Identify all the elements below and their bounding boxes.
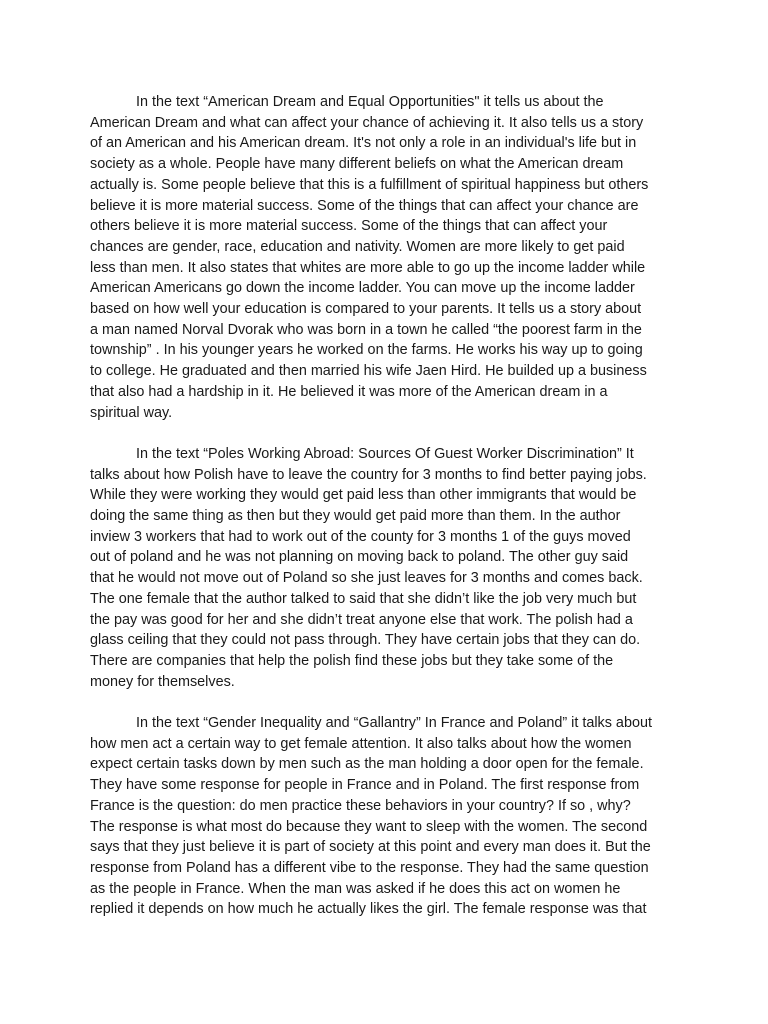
text-line: to college. He graduated and then married his wife Jaen Hird. He builded up a business — [90, 363, 647, 380]
text-line: that also had a hardship in it. He believed it was more of the American dream in a — [90, 383, 608, 400]
document-body — [90, 92, 680, 920]
text-line: The response is what most do because they want to sleep with the women. The second — [90, 818, 648, 835]
text-line: that he would not move out of Poland so she just leaves for 3 months and comes back. — [90, 570, 643, 587]
text-line: less than men. It also states that whites are more able to go up the income ladder while — [90, 259, 646, 276]
text-line: doing the same thing as then but they would get paid more than them. In the author — [90, 508, 621, 525]
text-line: The one female that the author talked to said that she didn’t like the job very much but — [90, 590, 637, 607]
text-line: believe it is more material success. Some of the things that can affect your chance are — [90, 197, 639, 214]
text-line: inview 3 workers that had to work out of the county for 3 months 1 of the guys moved — [90, 528, 631, 545]
text-line: actually is. Some people believe that this is a fulfillment of spiritual happiness but others — [90, 176, 649, 193]
text-line: chances are gender, race, education and nativity. Women are more likely to get paid — [90, 238, 625, 255]
text-line: expect certain tasks down by men such as the man holding a door open for the female. — [90, 756, 644, 773]
text-line: While they were working they would get paid less than other immigrants that would be — [90, 487, 637, 504]
text-line: the pay was good for her and she didn’t treat anyone else that work. The polish had a — [90, 611, 633, 628]
text-line: In the text “Poles Working Abroad: Sources Of Guest Worker Discrimination” It — [136, 445, 634, 462]
paragraph-poles-working-abroad — [90, 444, 680, 692]
text-line: In the text “American Dream and Equal Opportunities" it tells us about the — [136, 94, 604, 110]
text-line: replied it depends on how much he actually likes the girl. The female response was that — [90, 901, 647, 918]
paragraph-american-dream — [90, 92, 680, 423]
text-line: They have some response for people in France and in Poland. The first response from — [90, 777, 640, 794]
text-line: society as a whole. People have many different beliefs on what the American dream — [90, 156, 624, 173]
text-line: money for themselves. — [90, 673, 235, 690]
text-line: out of poland and he was not planning on moving back to poland. The other guy said — [90, 549, 629, 566]
text-line: American Americans go down the income ladder. You can move up the income ladder — [90, 280, 635, 297]
text-line: of an American and his American dream. It's not only a role in an individual's life but in — [90, 135, 637, 152]
text-line: others believe it is more material success. Some of the things that can affect your — [90, 218, 608, 235]
text-line: glass ceiling that they could not pass through. They have certain jobs that they can do. — [90, 632, 641, 649]
text-line: based on how well your education is compared to your parents. It tells us a story about — [90, 301, 642, 318]
text-line: says that they just believe it is part of society at this point and every man does it. But the — [90, 839, 651, 856]
text-line: as the people in France. When the man was asked if he does this act on women he — [90, 880, 621, 897]
text-line: France is the question: do men practice these behaviors in your country? If so , why? — [90, 797, 631, 814]
text-line: spiritual way. — [90, 404, 173, 421]
paragraph-gender-inequality — [90, 713, 680, 920]
text-line: In the text “Gender Inequality and “Gallantry” In France and Poland” it talks about — [136, 715, 652, 732]
text-line: a man named Norval Dvorak who was born in a town he called “the poorest farm in the — [90, 321, 642, 338]
text-line: talks about how Polish have to leave the country for 3 months to find better paying jobs. — [90, 466, 647, 483]
text-line: response from Poland has a different vibe to the response. They had the same question — [90, 859, 649, 876]
text-line: American Dream and what can affect your chance of achieving it. It also tells us a story — [90, 114, 644, 131]
text-line: township” . In his younger years he worked on the farms. He works his way up to going — [90, 342, 643, 359]
text-line: There are companies that help the polish find these jobs but they take some of the — [90, 652, 614, 669]
text-line: how men act a certain way to get female attention. It also talks about how the women — [90, 735, 632, 752]
